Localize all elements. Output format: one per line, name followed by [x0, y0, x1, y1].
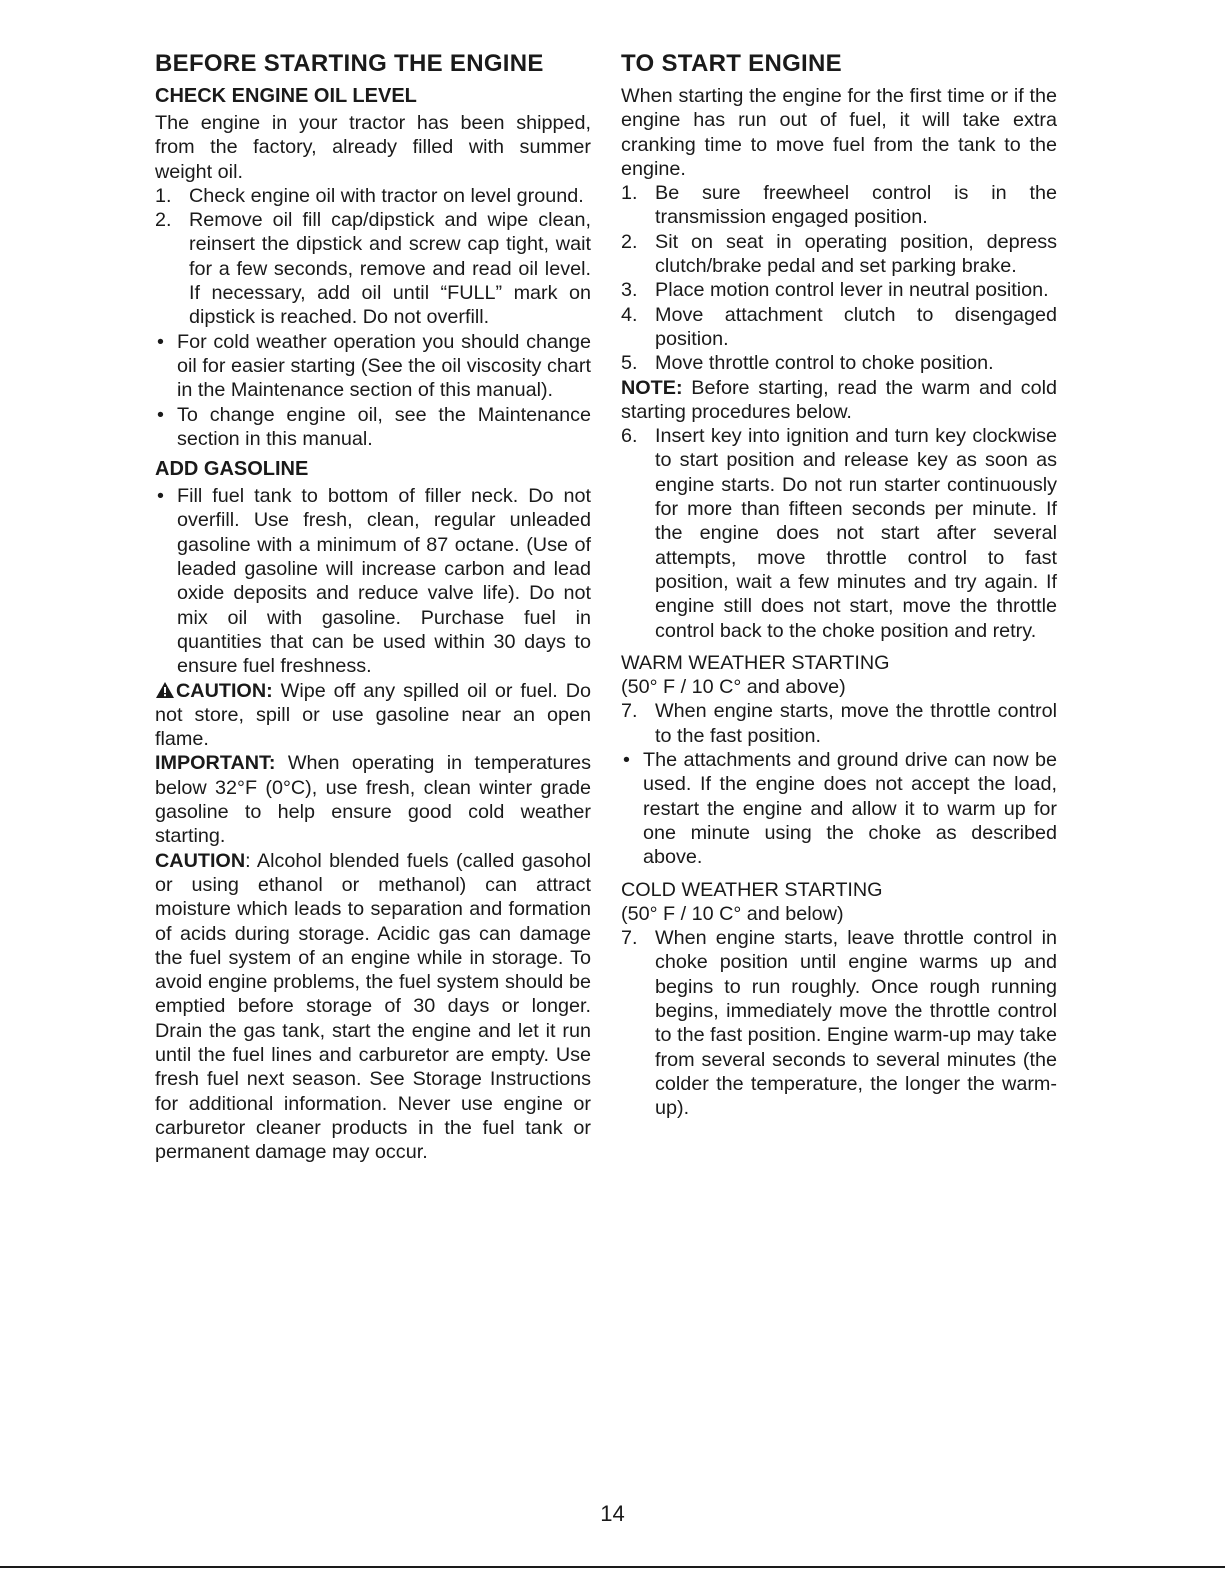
step-number: 6. [621, 425, 638, 448]
caution-paragraph [155, 679, 591, 752]
step-text: Be sure freewheel control is in the transmission engaged position. [655, 182, 1057, 229]
bullet-mark: • [623, 749, 630, 772]
note-paragraph [621, 376, 1057, 425]
step-number: 7. [621, 927, 638, 950]
step-number: 1. [621, 182, 638, 205]
list-item [155, 403, 591, 452]
step-text: Move throttle control to choke position. [655, 352, 994, 375]
list-item [621, 424, 1057, 643]
list-item [621, 926, 1057, 1120]
gasoline-bullets-list [155, 484, 591, 678]
step-number: 5. [621, 352, 638, 375]
oil-intro: The engine in your tractor has been shipped, from the factory, already filled with summer weight oil. [155, 112, 591, 183]
bullet-mark: • [157, 330, 164, 353]
heading-warm-weather: WARM WEATHER STARTING [621, 651, 890, 674]
oil-bullets-list [155, 330, 591, 451]
step-number: 2. [621, 230, 638, 253]
page-number: 14 [600, 1501, 625, 1526]
note-text: Before starting, read the warm and cold starting procedures below. [621, 376, 1057, 423]
list-item [621, 230, 1057, 279]
cold-steps-list [621, 926, 1057, 1120]
bullet-text: To change engine oil, see the Maintenance section in this manual. [177, 403, 591, 450]
section-title-before-starting: BEFORE STARTING THE ENGINE [155, 50, 544, 77]
step-text: When engine starts, leave throttle control in choke position until engine warms up and begins to run roughly. Once rough running begins, immediately move the throttle control to the fast position. Engine warm-up may take from several seconds to several minutes (the colder the temperature, the longer the warm-up). [655, 927, 1057, 1120]
list-item [155, 184, 591, 208]
important-label: IMPORTANT: [155, 752, 276, 775]
right-column [621, 50, 1057, 1120]
oil-steps-list [155, 184, 591, 330]
list-item [621, 748, 1057, 869]
step-text: Insert key into ignition and turn key clockwise to start position and release key as soon as engine starts. Do not run starter continuously for more than fifteen seconds per minute. If the engine does not start after several attempts, move throttle control to fast position, wait a few minutes and try again. If engine still does not start, move the throttle control back to the choke position and retry. [655, 425, 1057, 642]
caution-label: CAUTION [155, 849, 246, 872]
list-item [621, 278, 1057, 302]
start-steps-list [621, 181, 1057, 375]
list-item [155, 484, 591, 678]
list-item [621, 699, 1057, 748]
warm-bullets-list [621, 748, 1057, 869]
important-text: When operating in temperatures below 32°F (0°C), use fresh, clean winter grade gasoline to help ensure good cold weather starting. [155, 752, 591, 848]
warm-temperature-range: (50° F / 10 C° and above) [621, 676, 846, 699]
warm-steps-list [621, 699, 1057, 748]
step-text: Place motion control lever in neutral position. [655, 279, 1049, 302]
note-label: NOTE: [621, 376, 683, 399]
caution-label: CAUTION: [176, 679, 273, 702]
bullet-text: For cold weather operation you should change oil for easier starting (See the oil viscosity chart in the Maintenance section of this manual). [177, 330, 591, 402]
step-number: 3. [621, 279, 638, 302]
alcohol-caution-paragraph [155, 849, 591, 1165]
caution-text: Wipe off any spilled oil or fuel. Do not store, spill or use gasoline near an open flame. [155, 679, 591, 751]
list-item [155, 330, 591, 403]
heading-add-gasoline: ADD GASOLINE [155, 458, 309, 481]
caution-text: : Alcohol blended fuels (called gasohol or using ethanol or methanol) can attract moisture which leads to separation and formation of acids during storage. Acidic gas can damage the fuel system of an engine while in storage. To avoid engine problems, the fuel system should be emptied before storage of 30 days or longer. Drain the gas tank, start the engine and let it run until the fuel lines and carburetor are empty. Use fresh fuel next season. See Storage Instructions for additional information. Never use engine or carburetor cleaner products in the fuel tank or permanent damage may occur. [155, 849, 591, 1164]
bullet-text: The attachments and ground drive can now be used. If the engine does not accept the load, restart the engine and allow it to warm up for one minute using the choke as described above. [643, 749, 1057, 869]
start-intro: When starting the engine for the first time or if the engine has run out of fuel, it will take extra cranking time to move fuel from the tank to the engine. [621, 85, 1057, 180]
bullet-mark: • [157, 403, 164, 426]
step-text: Move attachment clutch to disengaged position. [655, 303, 1057, 350]
left-column [155, 50, 591, 1164]
step-text: Check engine oil with tractor on level ground. [189, 184, 584, 207]
list-item [155, 208, 591, 329]
heading-check-oil: CHECK ENGINE OIL LEVEL [155, 85, 417, 107]
heading-cold-weather: COLD WEATHER STARTING [621, 878, 883, 901]
bullet-mark: • [157, 485, 164, 508]
step-text: Remove oil fill cap/dipstick and wipe clean, reinsert the dipstick and screw cap tight, wait for a few seconds, remove and read oil level. If necessary, add oil until “FULL” mark on dipstick is reached. Do not overfill. [189, 209, 591, 329]
bottom-divider [0, 1566, 1225, 1568]
start-step-6-list [621, 424, 1057, 643]
step-number: 4. [621, 303, 638, 326]
list-item [621, 303, 1057, 352]
section-title-start-engine: TO START ENGINE [621, 50, 842, 77]
list-item [621, 351, 1057, 375]
cold-temperature-range: (50° F / 10 C° and below) [621, 902, 844, 925]
list-item [621, 181, 1057, 230]
step-number: 7. [621, 700, 638, 723]
step-number: 1. [155, 184, 172, 207]
step-text: When engine starts, move the throttle control to the fast position. [655, 700, 1057, 747]
bullet-text: Fill fuel tank to bottom of filler neck. Do not overfill. Use fresh, clean, regular unleaded gasoline with a minimum of 87 octane. (Use of leaded gasoline will increase carbon and lead oxide deposits and reduce valve life). Do not mix oil with gasoline. Purchase fuel in quantities that can be used within 30 days to ensure fuel freshness. [177, 485, 591, 678]
important-paragraph [155, 751, 591, 848]
step-text: Sit on seat in operating position, depress clutch/brake pedal and set parking brake. [655, 230, 1057, 278]
warning-triangle-icon [155, 681, 175, 699]
step-number: 2. [155, 209, 172, 232]
